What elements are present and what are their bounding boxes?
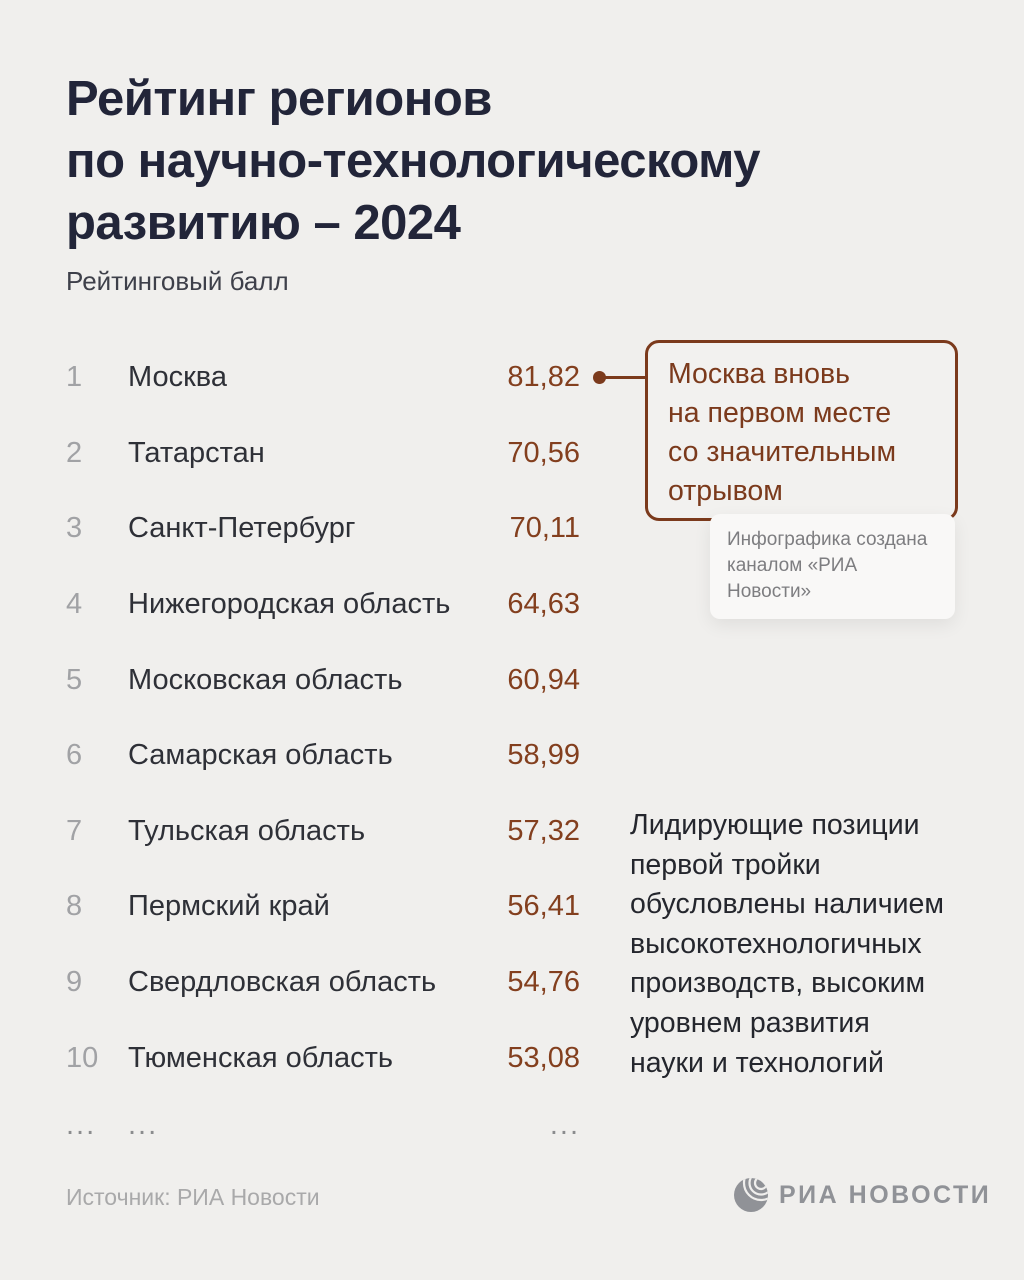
subtitle-rating-score: Рейтинговый балл — [66, 266, 289, 296]
ranking-list — [66, 340, 580, 1156]
rank-cell: 7 — [66, 814, 83, 847]
score-value: 53,08 — [507, 1041, 580, 1074]
rank-cell: 1 — [66, 361, 83, 394]
callout-text-line: Москва вновь — [668, 358, 850, 390]
credit-badge-line: каналом «РИА Новости» — [727, 555, 858, 602]
table-row — [66, 718, 580, 794]
region-name: Тульская область — [128, 814, 366, 847]
table-row — [66, 869, 580, 945]
region-name: Московская область — [128, 663, 403, 696]
table-row — [66, 794, 580, 870]
score-value: 57,32 — [507, 814, 580, 847]
score-value: 81,82 — [507, 361, 580, 394]
table-row — [66, 567, 580, 643]
score-value: 60,94 — [507, 663, 580, 696]
region-name: Москва — [128, 361, 228, 394]
region-name: Татарстан — [128, 436, 265, 469]
rank-cell: 5 — [66, 663, 83, 696]
note-line: производств, высоким — [630, 967, 926, 1000]
rank-cell: 3 — [66, 512, 83, 545]
note-line: уровнем развития — [630, 1006, 870, 1039]
table-row — [66, 416, 580, 492]
callout-text-line: со значительным — [668, 436, 897, 468]
rank-cell: 8 — [66, 890, 83, 923]
globe-icon — [733, 1177, 769, 1213]
ria-novosti-logo — [733, 1177, 991, 1213]
score-value: ... — [549, 1109, 580, 1142]
region-name: Самарская область — [128, 739, 393, 772]
title-line: Рейтинг регионов — [66, 72, 492, 126]
table-row — [66, 491, 580, 567]
note-line: первой тройки — [630, 848, 821, 881]
table-row — [66, 945, 580, 1021]
table-row — [66, 642, 580, 718]
table-row — [66, 1020, 580, 1096]
callout-box — [645, 340, 958, 521]
region-name: ... — [128, 1109, 159, 1142]
region-name: Свердловская область — [128, 966, 437, 999]
title-line: по научно-технологическому — [66, 134, 760, 188]
rank-cell: 10 — [66, 1041, 99, 1074]
callout-text-line: на первом месте — [668, 397, 892, 429]
rank-cell: ... — [66, 1109, 97, 1142]
credit-badge-line: Инфографика создана — [727, 529, 928, 550]
rank-cell: 4 — [66, 588, 83, 621]
note-line: обусловлены наличием — [630, 888, 944, 921]
credit-badge — [710, 514, 955, 619]
title-line: развитию – 2024 — [66, 196, 461, 250]
score-value: 70,11 — [509, 512, 580, 545]
note-line: науки и технологий — [630, 1046, 884, 1079]
region-name: Пермский край — [128, 890, 330, 923]
table-row — [66, 340, 580, 416]
rank-cell: 9 — [66, 966, 83, 999]
score-value: 54,76 — [507, 966, 580, 999]
connector-line — [602, 376, 647, 379]
region-name: Тюменская область — [128, 1041, 394, 1074]
rank-cell: 6 — [66, 739, 83, 772]
source-text: Источник: РИА Новости — [66, 1184, 320, 1210]
score-value: 64,63 — [507, 588, 580, 621]
logo-text: РИА НОВОСТИ — [779, 1180, 992, 1209]
score-value: 56,41 — [507, 890, 580, 923]
callout-connector — [593, 371, 647, 385]
page-title — [66, 68, 760, 254]
note-text — [630, 806, 1010, 1083]
region-name: Нижегородская область — [128, 588, 451, 621]
score-value: 58,99 — [507, 739, 580, 772]
note-line: высокотехнологичных — [630, 927, 922, 960]
rank-cell: 2 — [66, 436, 83, 469]
region-name: Санкт-Петербург — [128, 512, 356, 545]
table-row-ellipsis — [66, 1096, 580, 1156]
score-value: 70,56 — [507, 436, 580, 469]
callout-text-line: отрывом — [668, 475, 783, 507]
note-line: Лидирующие позиции — [630, 809, 920, 841]
